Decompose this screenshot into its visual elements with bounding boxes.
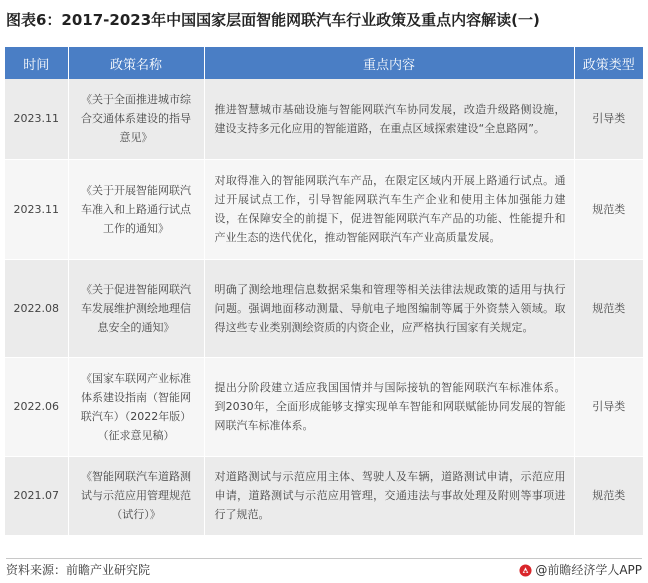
cell-key-content: 对取得准入的智能网联汽车产品，在限定区域内开展上路通行试点。通过开展试点工作，引导智能网联汽车生产企业和使用主体加强能力建设，在保障安全的前提下，促进智能网联汽车产品的功能、性能提升和产业生态的迭代优化，推动智能网联汽车产业高质量发展。 bbox=[204, 159, 574, 259]
table-row bbox=[5, 357, 643, 456]
cell-key-content: 提出分阶段建立适应我国国情并与国际接轨的智能网联汽车标准体系。到2030年，全面形成能够支撑实现单车智能和网联赋能协同发展的智能网联汽车标准体系。 bbox=[204, 357, 574, 456]
header-policy-type: 政策类型 bbox=[574, 47, 643, 79]
cell-time: 2023.11 bbox=[5, 79, 68, 159]
table-header-row bbox=[5, 47, 643, 79]
cell-policy-type: 规范类 bbox=[574, 456, 643, 535]
header-time: 时间 bbox=[5, 47, 68, 79]
cell-time: 2022.06 bbox=[5, 357, 68, 456]
header-key-content: 重点内容 bbox=[204, 47, 574, 79]
cell-policy-name: 《关于开展智能网联汽车准入和上路通行试点工作的通知》 bbox=[68, 159, 204, 259]
brand-text: @前瞻经济学人APP bbox=[535, 563, 642, 577]
brand-attribution bbox=[519, 560, 642, 581]
cell-policy-name: 《国家车联网产业标准体系建设指南（智能网联汽车）（2022年版）（征求意见稿） bbox=[68, 357, 204, 456]
cell-key-content: 对道路测试与示范应用主体、驾驶人及车辆，道路测试申请，示范应用申请，道路测试与示范应用管理，交通违法与事故处理及附则等事项进行了规范。 bbox=[204, 456, 574, 535]
cell-policy-name: 《关于促进智能网联汽车发展维护测绘地理信息安全的通知》 bbox=[68, 259, 204, 357]
policy-table bbox=[5, 47, 643, 536]
cell-policy-type: 引导类 bbox=[574, 357, 643, 456]
cell-time: 2022.08 bbox=[5, 259, 68, 357]
cell-policy-type: 规范类 bbox=[574, 159, 643, 259]
source-note: 资料来源：前瞻产业研究院 bbox=[6, 563, 151, 577]
cell-policy-type: 规范类 bbox=[574, 259, 643, 357]
page-title: 图表6：2017-2023年中国国家层面智能网联汽车行业政策及重点内容解读(一) bbox=[6, 11, 540, 29]
policy-table-container bbox=[5, 47, 643, 536]
table-row bbox=[5, 259, 643, 357]
cell-key-content: 明确了测绘地理信息数据采集和管理等相关法律法规政策的适用与执行问题。强调地面移动测量、导航电子地图编制等属于外资禁入领域。取得这些专业类别测绘资质的内资企业，应严格执行国家有关规定。 bbox=[204, 259, 574, 357]
cell-policy-name: 《智能网联汽车道路测试与示范应用管理规范（试行）》 bbox=[68, 456, 204, 535]
header-policy-name: 政策名称 bbox=[68, 47, 204, 79]
cell-time: 2021.07 bbox=[5, 456, 68, 535]
cell-policy-type: 引导类 bbox=[574, 79, 643, 159]
footer bbox=[6, 558, 642, 580]
cell-policy-name: 《关于全面推进城市综合交通体系建设的指导意见》 bbox=[68, 79, 204, 159]
table-row bbox=[5, 79, 643, 159]
qianzhan-logo-icon bbox=[519, 564, 532, 577]
table-row bbox=[5, 456, 643, 535]
table-row bbox=[5, 159, 643, 259]
cell-time: 2023.11 bbox=[5, 159, 68, 259]
cell-key-content: 推进智慧城市基础设施与智能网联汽车协同发展，改造升级路侧设施，建设支持多元化应用的智能道路，在重点区域探索建设“全息路网”。 bbox=[204, 79, 574, 159]
